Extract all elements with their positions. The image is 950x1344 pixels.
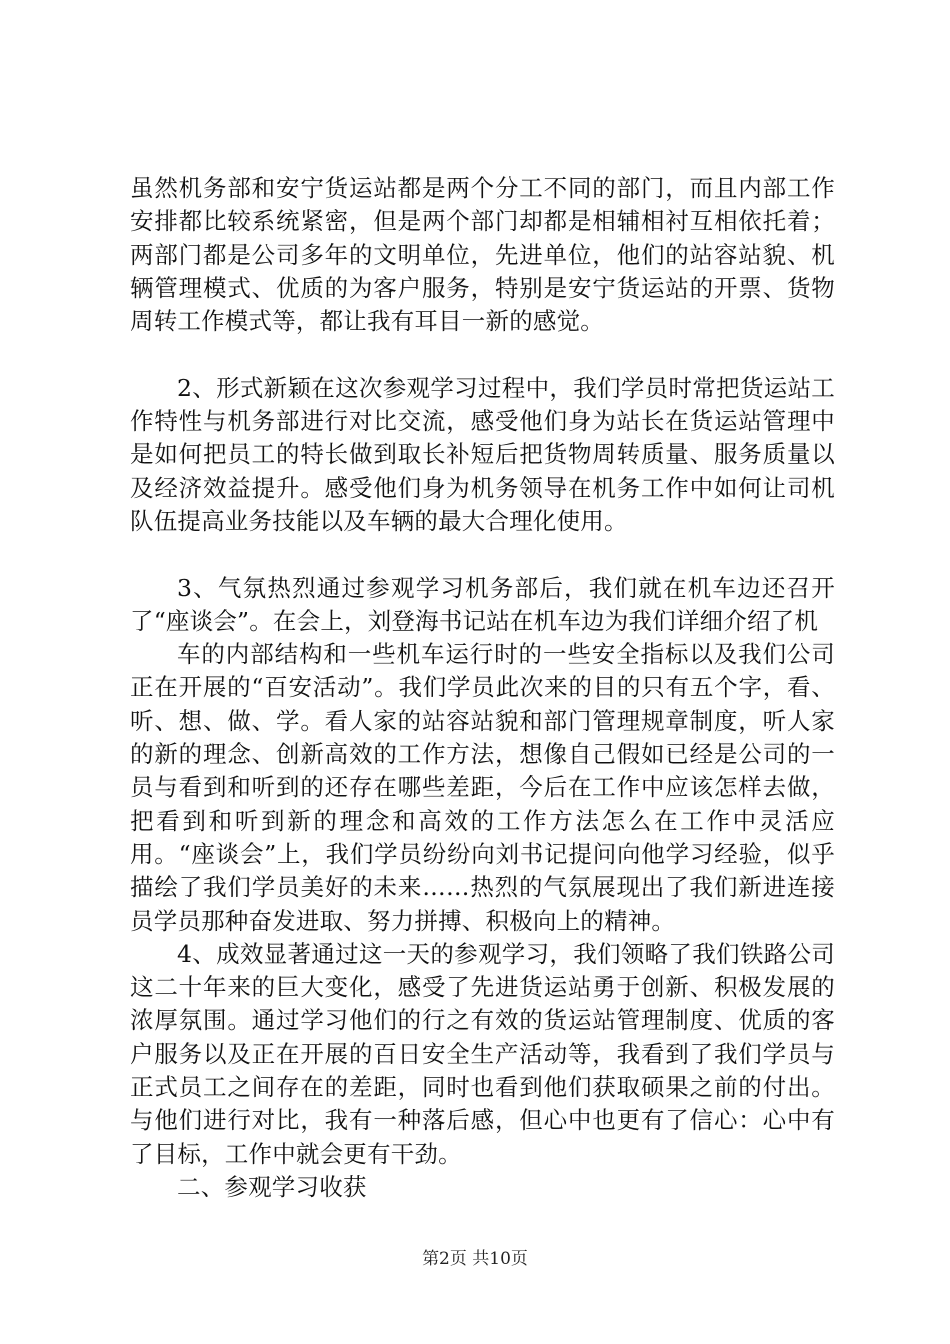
paragraph-5: 4、成效显著通过这一天的参观学习，我们领略了我们铁路公司这二十年来的巨大变化，感受了先进货运站勇于创新、积极发展的浓厚氛围。通过学习他们的行之有效的货运站管理制度、优质的客户服务以及正在开展的百日安全生产活动等，我看到了我们学员与正式员工之间存在的差距，同时也看到他们获取硕果之前的付出。与他们进行对比，我有一种落后感，但心中也更有了信心：心中有了目标，工作中就会更有干劲。 — [130, 939, 835, 1168]
paragraph-2: 2、形式新颖在这次参观学习过程中，我们学员时常把货运站工作特性与机务部进行对比交流，感受他们身为站长在货运站管理中是如何把员工的特长做到取长补短后把货物周转质量、服务质量以及经济效益提升。感受他们身为机务领导在机务工作中如何让司机队伍提高业务技能以及车辆的最大合理化使用。 — [130, 373, 835, 535]
paragraph-3: 3、气氛热烈通过参观学习机务部后，我们就在机车边还召开了“座谈会”。在会上，刘登海书记站在机车边为我们详细介绍了机 — [130, 573, 835, 635]
paragraph-spacer — [130, 338, 835, 371]
section-heading: 二、参观学习收获 — [177, 1172, 367, 1201]
document-body — [130, 172, 835, 1204]
paragraph-4: 车的内部结构和一些机车运行时的一些安全指标以及我们公司正在开展的“百安活动”。我们学员此次来的目的只有五个字，看、听、想、做、学。看人家的站容站貌和部门管理规章制度，听人家的新的理念、创新高效的工作方法，想像自己假如已经是公司的一员与看到和听到的还存在哪些差距，今后在工作中应该怎样去做，把看到和听到新的理念和高效的工作方法怎么在工作中灵活应用。“座谈会”上，我们学员纷纷向刘书记提问向他学习经验，似乎描绘了我们学员美好的未来……热烈的气氛展现出了我们新进连接员学员那种奋发进取、努力拼搏、积极向上的精神。 — [130, 640, 835, 935]
paragraph-spacer — [130, 538, 835, 571]
paragraph-1: 虽然机务部和安宁货运站都是两个分工不同的部门，而且内部工作安排都比较系统紧密，但是两个部门却都是相辅相衬互相依托着；两部门都是公司多年的文明单位，先进单位，他们的站容站貌、机辆管理模式、优质的为客户服务，特别是安宁货运站的开票、货物周转工作模式等，都让我有耳目一新的感觉。 — [130, 174, 835, 336]
page-number-footer: 第2页 共10页 — [422, 1249, 528, 1269]
